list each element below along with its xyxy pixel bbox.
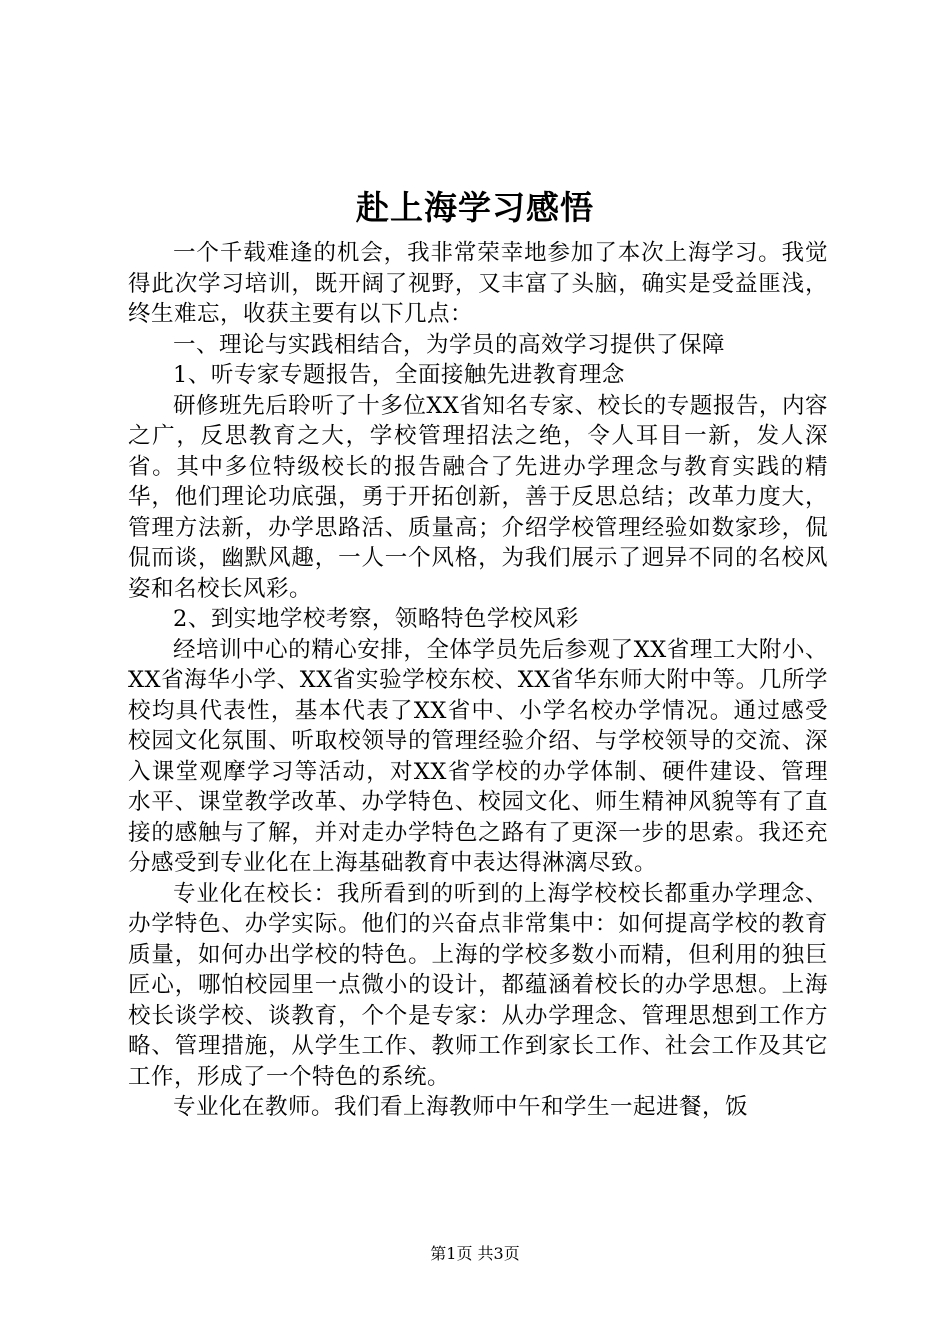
page-number-footer: 第1页 共3页 xyxy=(430,1244,520,1263)
heading-section-1: 一、理论与实践相结合，为学员的高效学习提供了保障 xyxy=(173,331,726,358)
paragraph-expert-reports: 研修班先后聆听了十多位XX省知名专家、校长的专题报告，内容之广，反思教育之大，学校管理招法之绝，令人耳目一新，发人深省。其中多位特级校长的报告融合了先进办学理念与教育实践的精华，他们理论功底强，勇于开拓创新，善于反思总结；改革力度大，管理方法新，办学思路活、质量高；介绍学校管理经验如数家珍，侃侃而谈，幽默风趣，一人一个风格，为我们展示了迥异不同的名校风姿和名校长风彩。 xyxy=(128,392,828,602)
heading-subsection-2: 2、到实地学校考察，领略特色学校风彩 xyxy=(173,606,579,632)
paragraph-teachers: 专业化在教师。我们看上海教师中午和学生一起进餐，饭 xyxy=(173,1094,749,1120)
paragraph-school-visits: 经培训中心的精心安排，全体学员先后参观了XX省理工大附小、XX省海华小学、XX省实验学校东校、XX省华东师大附中等。几所学校均具代表性，基本代表了XX省中、小学名校办学情况。通过感受校园文化氛围、听取校领导的管理经验介绍、与学校领导的交流、深入课堂观摩学习等活动，对XX省学校的办学体制、硬件建设、管理水平、课堂教学改革、办学特色、校园文化、师生精神风貌等有了直接的感触与了解，并对走办学特色之路有了更深一步的思索。我还充分感受到专业化在上海基础教育中表达得淋漓尽致。 xyxy=(128,636,828,876)
paragraph-principals: 专业化在校长：我所看到的听到的上海学校校长都重办学理念、办学特色、办学实际。他们的兴奋点非常集中：如何提高学校的教育质量，如何办出学校的特色。上海的学校多数小而精，但利用的独巨匠心，哪怕校园里一点微小的设计，都蕴涵着校长的办学思想。上海校长谈学校、谈教育，个个是专家：从办学理念、管理思想到工作方略、管理措施，从学生工作、教师工作到家长工作、社会工作及其它工作，形成了一个特色的系统。 xyxy=(128,880,828,1090)
document-body xyxy=(128,238,828,1123)
paragraph-intro: 一个千载难逢的机会，我非常荣幸地参加了本次上海学习。我觉得此次学习培训，既开阔了视野，又丰富了头脑，确实是受益匪浅，终生难忘，收获主要有以下几点： xyxy=(128,240,828,327)
heading-subsection-1: 1、听专家专题报告，全面接触先进教育理念 xyxy=(173,362,625,388)
document-title: 赴上海学习感悟 xyxy=(356,188,594,227)
